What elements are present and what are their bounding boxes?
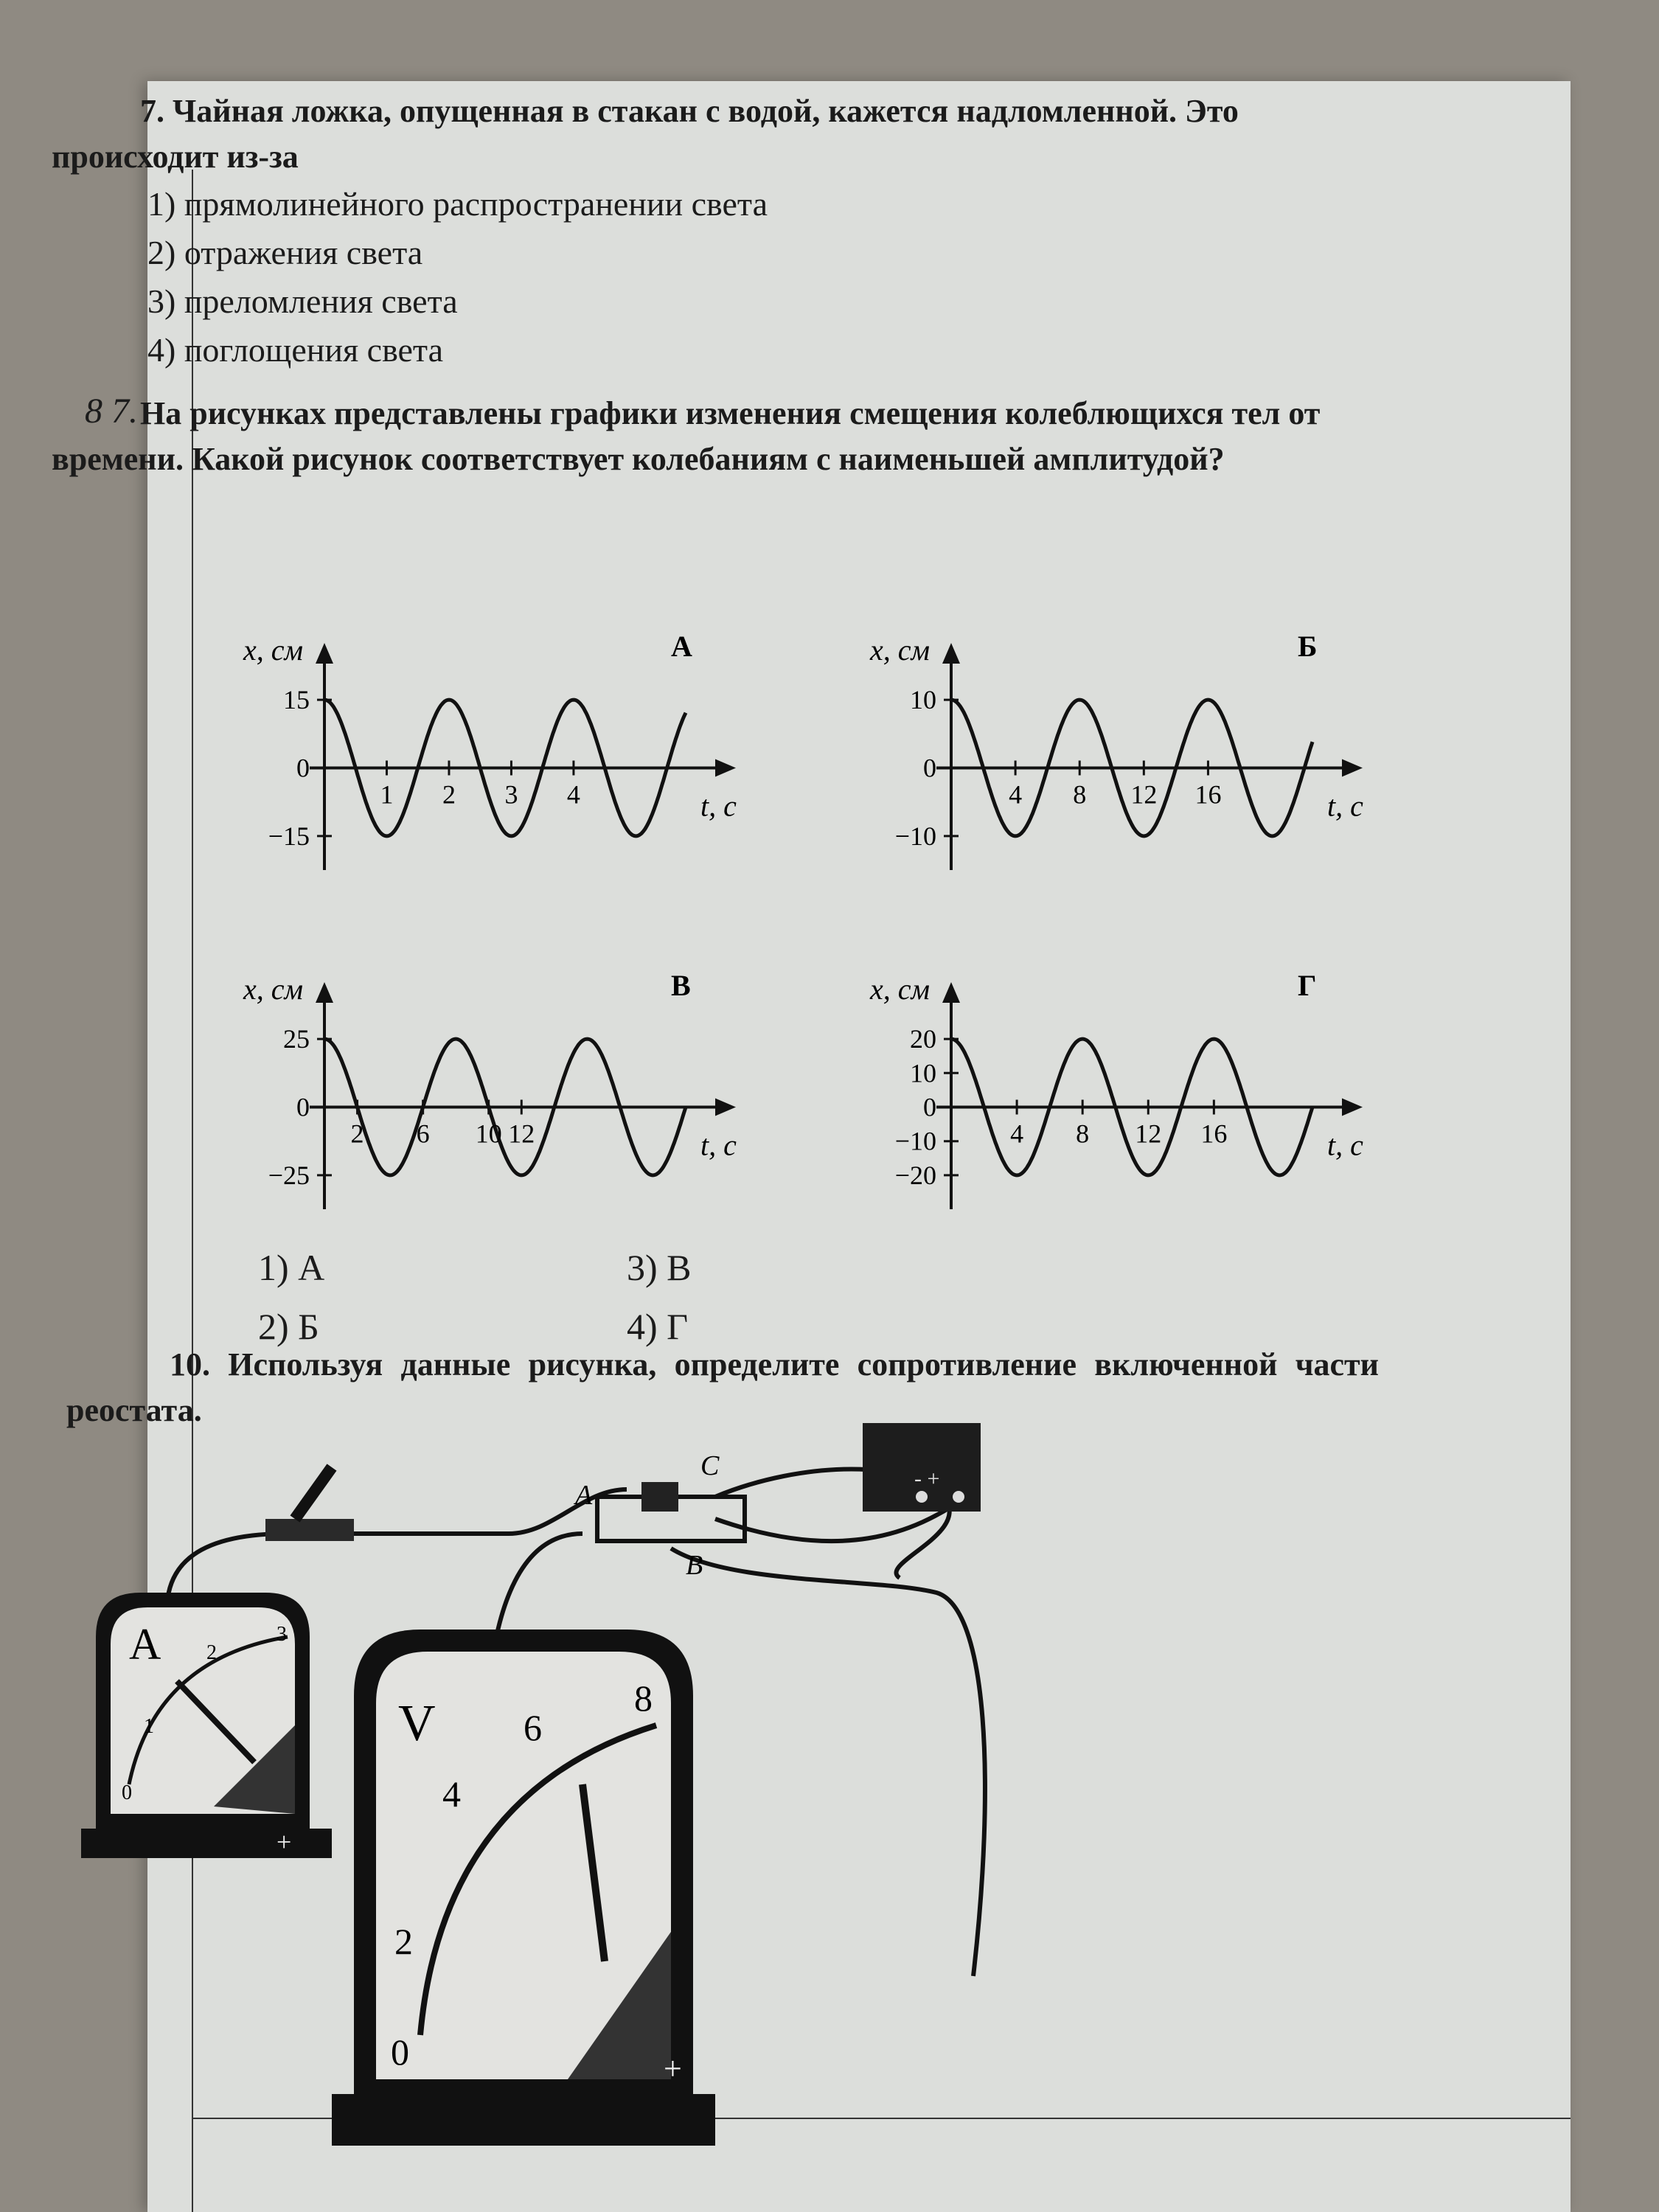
rheostat-slider — [641, 1482, 678, 1512]
y-tick-label: 0 — [923, 753, 936, 783]
x-axis-label: t, с — [700, 1128, 737, 1162]
y-tick-label: 25 — [283, 1024, 310, 1054]
voltmeter-symbol: V — [398, 1695, 436, 1752]
circuit-drawing — [66, 1416, 1467, 2153]
x-tick-label: 4 — [1009, 779, 1023, 810]
graph-svg — [870, 630, 1401, 877]
voltmeter — [332, 1630, 715, 2146]
battery — [863, 1423, 981, 1512]
oscillation-graph — [243, 969, 774, 1220]
y-axis-arrow — [316, 982, 333, 1003]
switch-base — [265, 1519, 354, 1541]
answer-option: 4) Г — [627, 1306, 689, 1347]
question-7 — [52, 88, 1379, 375]
x-axis-arrow — [715, 759, 736, 777]
wire — [671, 1548, 985, 1976]
x-axis-arrow — [1342, 1099, 1363, 1116]
x-tick-label: 16 — [1194, 779, 1222, 810]
oscillation-graph — [243, 630, 774, 881]
y-tick-label: 10 — [910, 1058, 936, 1088]
ammeter-scale-label: 3 — [276, 1623, 287, 1646]
knife-switch — [265, 1467, 354, 1541]
panel-letter: А — [671, 630, 692, 663]
y-axis-label: x, см — [870, 973, 931, 1006]
x-tick-label: 3 — [504, 779, 518, 810]
answer-option: 3) В — [627, 1247, 692, 1288]
battery-terminal — [916, 1491, 928, 1503]
x-tick-label: 8 — [1073, 779, 1087, 810]
y-axis-label: x, см — [243, 973, 304, 1006]
y-tick-label: 0 — [923, 1092, 936, 1122]
x-tick-label: 12 — [508, 1119, 535, 1149]
panel-letter: Г — [1298, 969, 1317, 1002]
y-tick-label: −10 — [894, 821, 936, 851]
panel-letter: В — [671, 969, 691, 1002]
graph-svg — [870, 969, 1401, 1217]
question-7-text: 7. Чайная ложка, опущенная в стакан с водой, кажется надломленной. Это происходит из-за — [52, 93, 1239, 175]
y-axis-label: x, см — [870, 633, 931, 667]
ammeter-scale-label: 1 — [144, 1715, 154, 1738]
ammeter-base — [81, 1829, 332, 1858]
x-tick-label: 4 — [1010, 1119, 1024, 1149]
x-tick-label: 4 — [566, 779, 580, 810]
y-tick-label: −25 — [268, 1160, 310, 1190]
ammeter — [81, 1593, 332, 1858]
x-tick-label: 6 — [416, 1119, 430, 1149]
x-tick-label: 12 — [1135, 1119, 1162, 1149]
y-tick-label: 15 — [283, 685, 310, 715]
question-9 — [52, 391, 1379, 482]
x-tick-label: 2 — [442, 779, 456, 810]
y-tick-label: 20 — [910, 1024, 936, 1054]
answer-option: 2) Б — [258, 1306, 319, 1347]
battery-terminal — [953, 1491, 964, 1503]
ammeter-symbol: A — [129, 1620, 161, 1669]
ammeter-plus: + — [276, 1827, 292, 1857]
handwritten-question-number: 8 7. — [85, 392, 138, 431]
voltmeter-scale-label: 8 — [634, 1677, 653, 1719]
y-axis-label: x, см — [243, 633, 304, 667]
terminal-label: C — [700, 1450, 720, 1481]
x-tick-label: 10 — [475, 1119, 502, 1149]
ammeter-scale-label: 0 — [122, 1781, 132, 1804]
battery-signs: - + — [914, 1467, 940, 1491]
x-axis-arrow — [715, 1099, 736, 1116]
ammeter-scale-label: 2 — [206, 1641, 217, 1664]
answer-option: 1) А — [258, 1247, 325, 1288]
oscillation-graph — [870, 630, 1401, 881]
x-tick-label: 16 — [1200, 1119, 1228, 1149]
y-tick-label: −20 — [894, 1160, 936, 1190]
x-tick-label: 12 — [1130, 779, 1158, 810]
question-7-option: 2) отражения света — [147, 234, 423, 271]
question-7-option: 3) преломления света — [147, 282, 458, 320]
x-axis-label: t, с — [1327, 789, 1363, 823]
y-tick-label: 10 — [910, 685, 936, 715]
voltmeter-scale-label: 2 — [394, 1921, 413, 1962]
y-axis-arrow — [942, 982, 960, 1003]
terminal-label: B — [686, 1550, 703, 1581]
graph-svg — [243, 630, 774, 877]
y-tick-label: 0 — [296, 1092, 310, 1122]
y-tick-label: −15 — [268, 821, 310, 851]
x-axis-arrow — [1342, 759, 1363, 777]
graph-svg — [243, 969, 774, 1217]
terminal-label: A — [575, 1480, 593, 1511]
y-axis-arrow — [316, 643, 333, 664]
oscillation-graph — [870, 969, 1401, 1220]
voltmeter-scale-label: 0 — [391, 2031, 409, 2073]
question-10-text: 10. Используя данные рисунка, определите сопротивление включенной части реостата. — [66, 1346, 1379, 1428]
y-axis-arrow — [942, 643, 960, 664]
voltmeter-plus: + — [664, 2051, 682, 2087]
voltmeter-scale-label: 6 — [524, 1707, 542, 1748]
question-7-option: 1) прямолинейного распространении света — [147, 185, 768, 223]
rheostat — [573, 1450, 745, 1581]
x-tick-label: 2 — [350, 1119, 364, 1149]
circuit-diagram — [66, 1416, 1467, 2157]
question-7-option: 4) поглощения света — [147, 331, 444, 369]
voltmeter-scale-label: 4 — [442, 1773, 461, 1815]
x-tick-label: 1 — [380, 779, 394, 810]
switch-lever — [295, 1467, 332, 1519]
voltmeter-base — [332, 2094, 715, 2146]
x-tick-label: 8 — [1076, 1119, 1090, 1149]
panel-letter: Б — [1298, 630, 1318, 663]
y-tick-label: −10 — [894, 1126, 936, 1156]
x-axis-label: t, с — [700, 789, 737, 823]
y-tick-label: 0 — [296, 753, 310, 783]
x-axis-label: t, с — [1327, 1128, 1363, 1162]
question-9-text: На рисунках представлены графики изменения смещения колеблющихся тел от времени. Какой рисунок соответствует колебаниям с наименьшей амплитудой? — [52, 395, 1321, 477]
